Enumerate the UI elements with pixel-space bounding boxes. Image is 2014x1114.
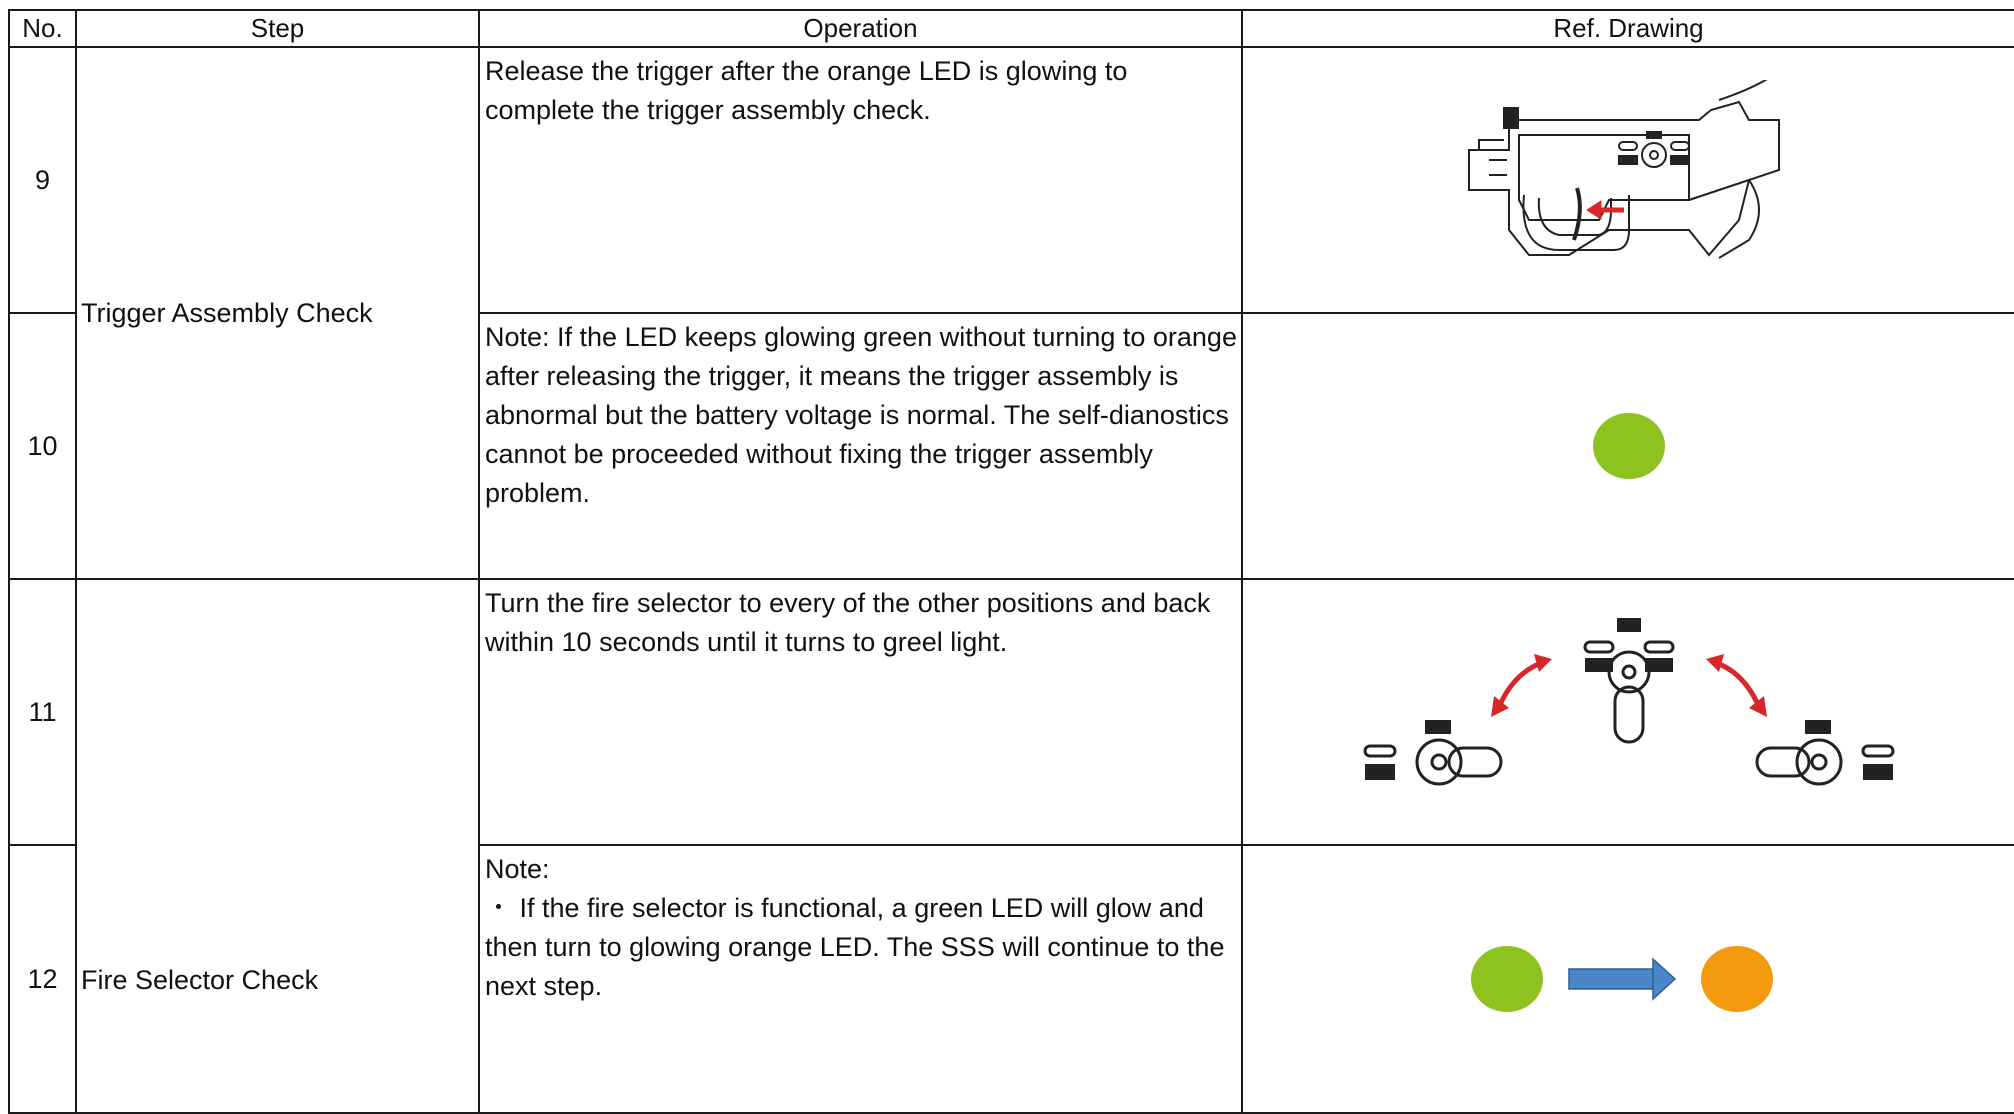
ref-drawing-cell [1242, 313, 2014, 579]
table-row [9, 47, 2014, 313]
operation-cell: Release the trigger after the orange LED is glowing to complete the trigger assembly check. [479, 47, 1242, 313]
green-to-orange-led-icon [1469, 942, 1789, 1016]
orange-led-icon [1701, 946, 1773, 1012]
note-heading: Note: [485, 854, 550, 884]
ref-drawing-cell [1242, 845, 2014, 1113]
header-row [9, 10, 2014, 47]
header-operation: Operation [479, 10, 1242, 47]
ref-drawing-cell [1242, 47, 2014, 313]
fire-selector-drawing-icon [1349, 612, 1909, 812]
table-row [9, 579, 2014, 845]
row-number: 11 [9, 579, 76, 845]
operation-cell [479, 845, 1242, 1113]
header-ref-drawing: Ref. Drawing [1242, 10, 2014, 47]
header-no: No. [9, 10, 76, 47]
step-cell [76, 47, 479, 579]
step-label: Trigger Assembly Check [81, 297, 373, 328]
operation-cell: Note: If the LED keeps glowing green without turning to orange after releasing the trigger, it means the trigger assembly is abnormal but the battery voltage is normal. The self-dianostics cannot be proceeded without fixing the trigger assembly problem. [479, 313, 1242, 579]
row-number: 12 [9, 845, 76, 1113]
note-bullet: ・ If the fire selector is functional, a green LED will glow and then turn to glowing orange LED. The SSS will continue to the next step. [485, 893, 1225, 1001]
trigger-assembly-drawing-icon [1449, 80, 1809, 280]
green-led-icon [1471, 946, 1543, 1012]
row-number: 10 [9, 313, 76, 579]
arrow-right-icon [1569, 959, 1675, 999]
row-number: 9 [9, 47, 76, 313]
green-led-icon [1589, 409, 1669, 483]
step-cell [76, 579, 479, 1113]
ref-drawing-cell [1242, 579, 2014, 845]
diagnostics-table [8, 9, 2014, 1114]
step-label: Fire Selector Check [81, 965, 319, 995]
header-step: Step [76, 10, 479, 47]
operation-cell: Turn the fire selector to every of the other positions and back within 10 seconds until it turns to greel light. [479, 579, 1242, 845]
